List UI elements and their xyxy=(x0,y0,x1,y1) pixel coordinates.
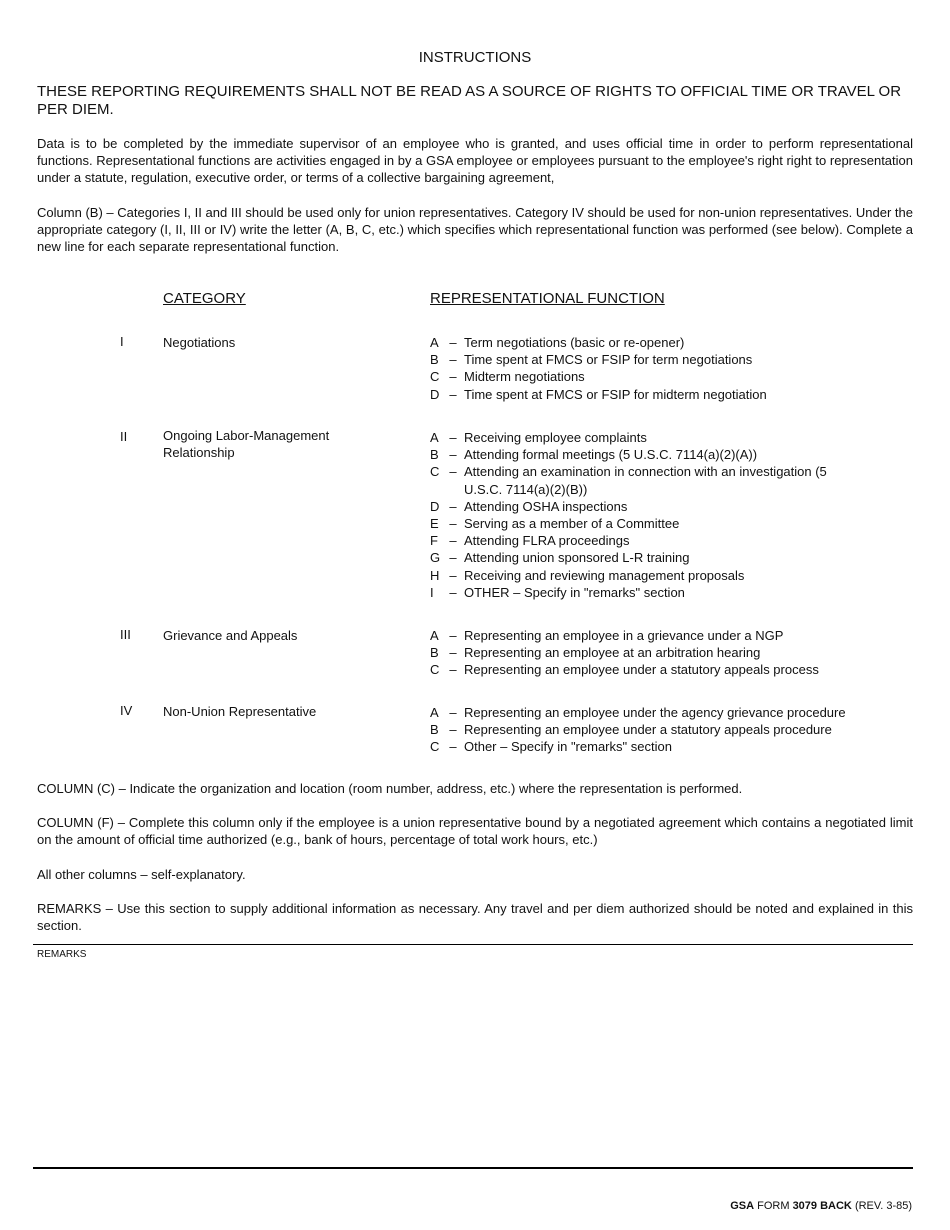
function-item: C – Attending an examination in connection with an investigation (5 U.S.C. 7114(a)(2)(B)) xyxy=(430,463,910,497)
function-letter: B xyxy=(430,645,439,661)
function-text: Other – Specify in "remarks" section xyxy=(464,739,672,755)
remarks-instruction: REMARKS – Use this section to supply additional information as necessary. Any travel and per diem authorized should be noted and explained in this section. xyxy=(37,901,913,933)
form-id: 3079 BACK xyxy=(792,1200,852,1212)
category-name: Negotiations xyxy=(163,335,236,350)
function-text: Serving as a member of a Committee xyxy=(464,516,680,532)
function-letter: A xyxy=(430,430,439,445)
function-item: C – Midterm negotiations xyxy=(430,368,910,385)
function-letter: H xyxy=(430,567,440,583)
function-item: D – Time spent at FMCS or FSIP for midterm negotiation xyxy=(430,386,910,403)
function-item: C – Representing an employee under a statutory appeals process xyxy=(430,661,910,678)
category-numeral: III xyxy=(120,627,131,642)
function-item: F – Attending FLRA proceedings xyxy=(430,532,910,549)
form-word: FORM xyxy=(757,1200,790,1212)
function-letter: E xyxy=(430,516,439,532)
function-text: Attending union sponsored L-R training xyxy=(464,550,690,566)
function-text: Attending formal meetings (5 U.S.C. 7114(a)(2)(A)) xyxy=(464,447,758,463)
page-title: INSTRUCTIONS xyxy=(418,49,532,66)
warning-notice: THESE REPORTING REQUIREMENTS SHALL NOT BE READ AS A SOURCE OF RIGHTS TO OFFICIAL TIME OR TRAVEL OR PER DIEM. xyxy=(37,83,902,118)
column-b-paragraph: Column (B) – Categories I, II and III should be used only for union representatives. Category IV should be used for non-union representatives. Under the appropriate category (I, II, III or IV) write the letter (A, B, C, etc.) which specifies which representational function was performed (see below). Complete a new line for each separate representational function. xyxy=(37,205,913,254)
form-agency: GSA xyxy=(730,1200,755,1212)
function-item: B – Attending formal meetings (5 U.S.C. 7114(a)(2)(A)) xyxy=(430,446,910,463)
footer-divider xyxy=(33,1167,913,1169)
function-letter: D xyxy=(430,498,440,514)
function-list xyxy=(430,627,910,679)
category-header: CATEGORY xyxy=(163,290,246,307)
function-item: B – Representing an employee at an arbitration hearing xyxy=(430,644,910,661)
function-list xyxy=(430,334,910,403)
column-f-paragraph: COLUMN (F) – Complete this column only if the employee is a union representative bound by a negotiated agreement which contains a negotiated limit on the amount of official time authorized (e.g., bank of hours, percentage of total work hours, etc.) xyxy=(37,815,913,847)
remarks-label: REMARKS xyxy=(37,949,87,960)
function-item: G – Attending union sponsored L-R training xyxy=(430,549,910,566)
function-item: A – Receiving employee complaints xyxy=(430,429,910,446)
function-text: Representing an employee at an arbitration hearing xyxy=(464,645,761,661)
function-letter: C xyxy=(430,464,440,480)
remarks-top-divider xyxy=(33,944,913,945)
function-item: B – Representing an employee under a statutory appeals procedure xyxy=(430,721,910,738)
function-item: C – Other – Specify in "remarks" section xyxy=(430,738,910,755)
function-item: H – Receiving and reviewing management proposals xyxy=(430,567,910,584)
function-text: OTHER – Specify in "remarks" section xyxy=(464,584,685,600)
function-letter: A xyxy=(430,335,439,350)
function-letter: C xyxy=(430,369,440,385)
function-text: Attending FLRA proceedings xyxy=(464,533,630,549)
function-letter: B xyxy=(430,722,439,738)
function-letter: C xyxy=(430,739,440,755)
function-item: A – Representing an employee under the agency grievance procedure xyxy=(430,704,910,721)
function-letter: B xyxy=(430,447,439,463)
function-item: E – Serving as a member of a Committee xyxy=(430,515,910,532)
function-list xyxy=(430,429,910,601)
function-letter: C xyxy=(430,662,440,678)
function-item: A – Term negotiations (basic or re-opener) xyxy=(430,334,910,351)
category-numeral: I xyxy=(120,334,124,349)
intro-paragraph: Data is to be completed by the immediate supervisor of an employee who is granted, and uses official time in order to perform representational functions. Representational functions are activities engaged in by a GSA employee or employees pursuant to the employee's right right to representation under a statute, regulation, executive order, or terms of a collective bargaining agreement, xyxy=(37,136,913,185)
category-name: Non-Union Representative xyxy=(163,704,317,719)
function-item: I – OTHER – Specify in "remarks" section xyxy=(430,584,910,601)
remarks-field[interactable] xyxy=(37,962,913,1162)
function-text: Attending OSHA inspections xyxy=(464,498,628,514)
function-text: Term negotiations (basic or re-opener) xyxy=(464,335,685,350)
category-name: Grievance and Appeals xyxy=(163,628,298,643)
form-revision: (REV. 3-85) xyxy=(854,1200,912,1212)
function-list xyxy=(430,704,910,756)
function-text: Receiving employee complaints xyxy=(464,430,647,445)
function-header: REPRESENTATIONAL FUNCTION xyxy=(430,290,665,307)
function-text: Representing an employee under a statutory appeals process xyxy=(464,662,819,678)
function-text: Midterm negotiations xyxy=(464,369,585,385)
function-letter: A xyxy=(430,628,439,643)
category-numeral: II xyxy=(120,429,128,444)
category-name: Ongoing Labor-Management Relationship xyxy=(163,428,330,460)
function-text: Attending an examination in connection with an investigation (5 U.S.C. 7114(a)(2)(B)) xyxy=(464,464,827,497)
function-letter: G xyxy=(430,550,441,566)
column-c-paragraph: COLUMN (C) – Indicate the organization and location (room number, address, etc.) where the representation is performed. xyxy=(37,781,743,796)
function-letter: D xyxy=(430,386,440,402)
function-letter: I xyxy=(430,584,434,600)
function-item: D – Attending OSHA inspections xyxy=(430,498,910,515)
function-text: Representing an employee under the agency grievance procedure xyxy=(464,705,846,720)
function-text: Receiving and reviewing management proposals xyxy=(464,567,745,583)
other-columns-paragraph: All other columns – self-explanatory. xyxy=(37,867,246,882)
category-numeral: IV xyxy=(120,703,133,718)
function-letter: F xyxy=(430,533,438,549)
function-item: A – Representing an employee in a grievance under a NGP xyxy=(430,627,910,644)
function-item: B – Time spent at FMCS or FSIP for term negotiations xyxy=(430,351,910,368)
function-letter: B xyxy=(430,352,439,368)
function-text: Representing an employee in a grievance under a NGP xyxy=(464,628,784,643)
function-text: Time spent at FMCS or FSIP for midterm negotiation xyxy=(464,386,767,402)
function-text: Representing an employee under a statutory appeals procedure xyxy=(464,722,832,738)
form-footer xyxy=(730,1200,912,1212)
function-text: Time spent at FMCS or FSIP for term negotiations xyxy=(464,352,753,368)
function-letter: A xyxy=(430,705,439,720)
